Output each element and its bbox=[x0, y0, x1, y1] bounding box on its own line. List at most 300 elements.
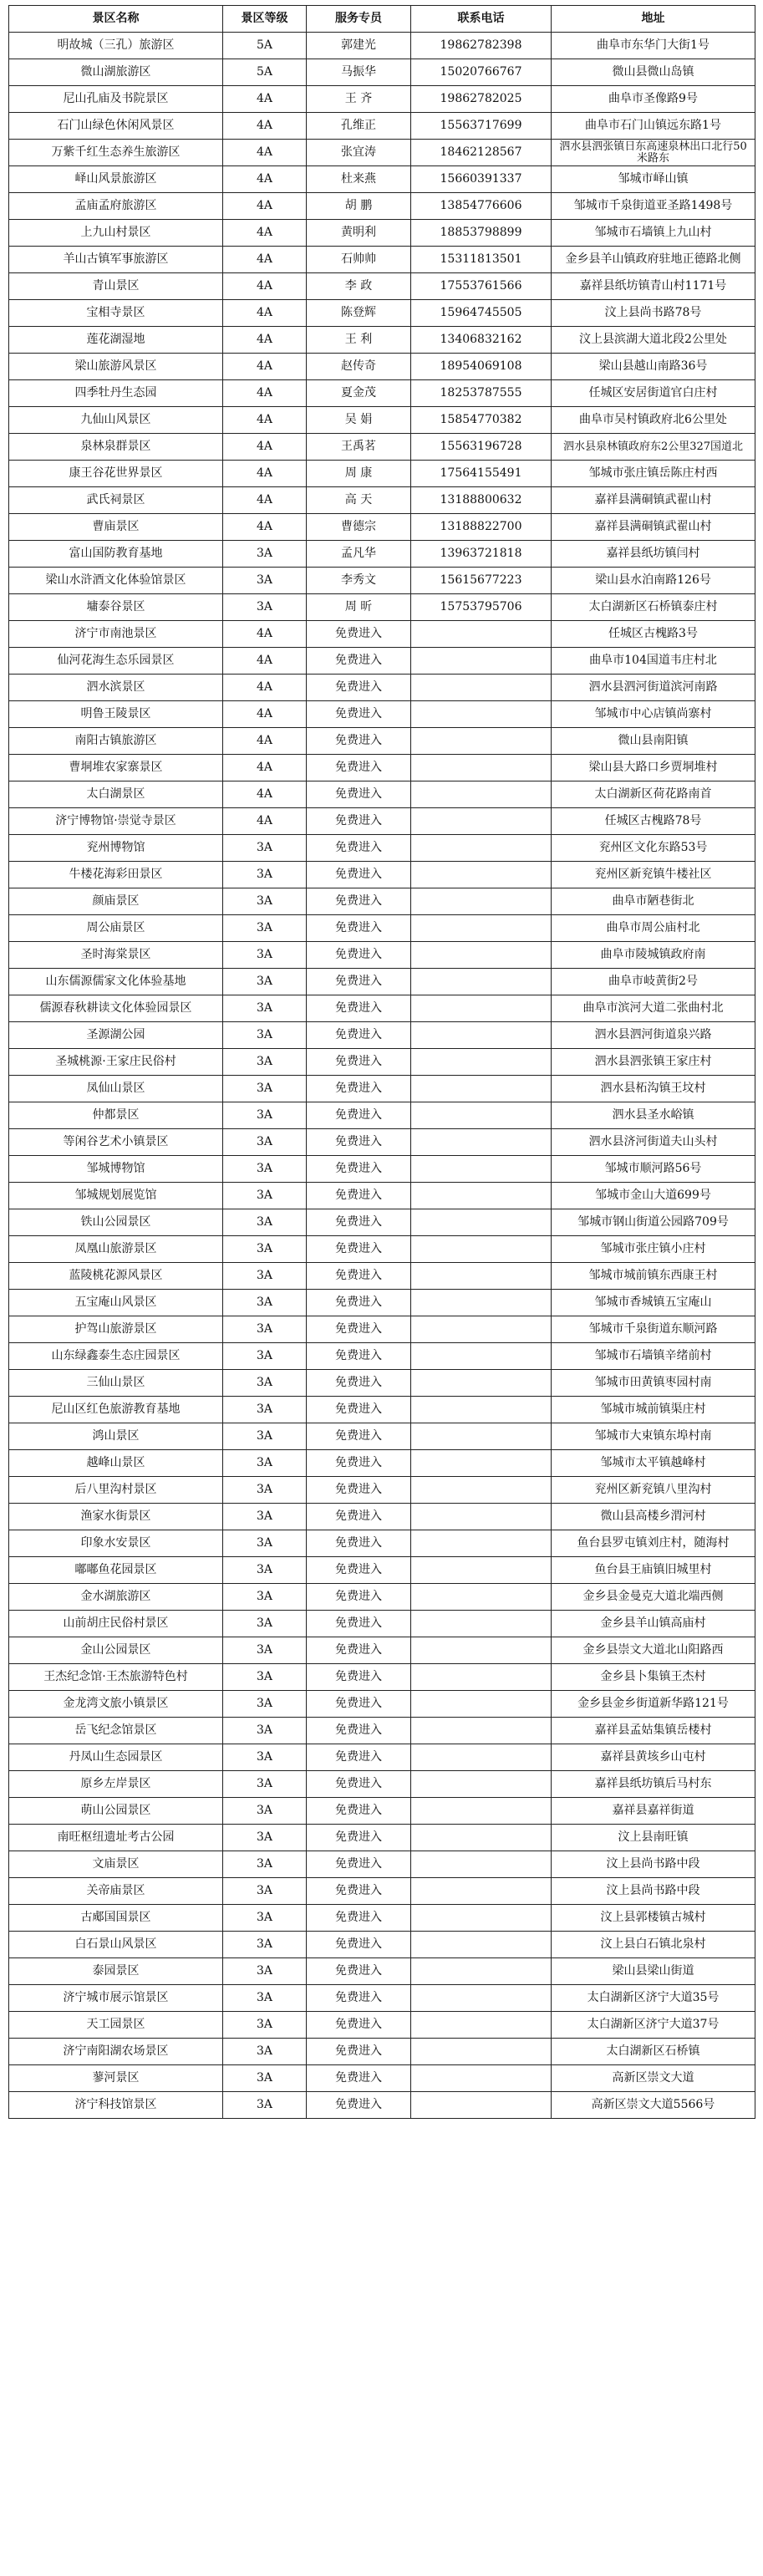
cell-name: 山东绿鑫泰生态庄园景区 bbox=[9, 1343, 223, 1370]
cell-phone bbox=[411, 1718, 552, 1744]
cell-address: 泗水县泗河街道泉兴路 bbox=[552, 1022, 755, 1049]
table-row bbox=[9, 1851, 755, 1878]
cell-address: 曲阜市周公庙村北 bbox=[552, 915, 755, 942]
cell-service-staff: 免费进入 bbox=[307, 1771, 411, 1798]
cell-name: 蓼河景区 bbox=[9, 2065, 223, 2092]
cell-level: 4A bbox=[223, 354, 307, 380]
cell-phone: 18954069108 bbox=[411, 354, 552, 380]
cell-service-staff: 免费进入 bbox=[307, 1263, 411, 1290]
table-row bbox=[9, 648, 755, 675]
cell-address: 汶上县白石镇北泉村 bbox=[552, 1932, 755, 1958]
table-row bbox=[9, 1771, 755, 1798]
cell-service-staff: 免费进入 bbox=[307, 1423, 411, 1450]
cell-level: 4A bbox=[223, 407, 307, 434]
cell-level: 3A bbox=[223, 1771, 307, 1798]
cell-service-staff: 免费进入 bbox=[307, 862, 411, 888]
cell-service-staff: 免费进入 bbox=[307, 1022, 411, 1049]
table-row bbox=[9, 862, 755, 888]
cell-service-staff: 马振华 bbox=[307, 59, 411, 86]
cell-phone: 18853798899 bbox=[411, 220, 552, 247]
cell-level: 4A bbox=[223, 621, 307, 648]
table-row bbox=[9, 888, 755, 915]
cell-address: 泗水县泉林镇政府东2公里327国道北 bbox=[552, 434, 755, 461]
cell-name: 九仙山风景区 bbox=[9, 407, 223, 434]
cell-name: 颜庙景区 bbox=[9, 888, 223, 915]
cell-name: 天工园景区 bbox=[9, 2012, 223, 2039]
cell-level: 3A bbox=[223, 1611, 307, 1637]
cell-service-staff: 曹德宗 bbox=[307, 514, 411, 541]
cell-service-staff: 免费进入 bbox=[307, 1557, 411, 1584]
cell-name: 文庙景区 bbox=[9, 1851, 223, 1878]
cell-level: 3A bbox=[223, 1718, 307, 1744]
cell-address: 邹城市顺河路56号 bbox=[552, 1156, 755, 1183]
cell-name: 四季牡丹生态园 bbox=[9, 380, 223, 407]
cell-service-staff: 免费进入 bbox=[307, 1584, 411, 1611]
cell-address: 邹城市张庄镇小庄村 bbox=[552, 1236, 755, 1263]
cell-address: 太白湖新区济宁大道37号 bbox=[552, 2012, 755, 2039]
cell-name: 羊山古镇军事旅游区 bbox=[9, 247, 223, 273]
cell-name: 济宁博物馆·崇觉寺景区 bbox=[9, 808, 223, 835]
table-row bbox=[9, 1664, 755, 1691]
table-row bbox=[9, 1958, 755, 1985]
table-row bbox=[9, 1129, 755, 1156]
cell-service-staff: 免费进入 bbox=[307, 1156, 411, 1183]
table-row bbox=[9, 33, 755, 59]
cell-name: 孟庙孟府旅游区 bbox=[9, 193, 223, 220]
cell-level: 3A bbox=[223, 1423, 307, 1450]
cell-address: 嘉祥县纸坊镇闫村 bbox=[552, 541, 755, 568]
cell-phone bbox=[411, 701, 552, 728]
cell-address: 泗水县泗河街道滨河南路 bbox=[552, 675, 755, 701]
table-row bbox=[9, 2092, 755, 2119]
cell-level: 3A bbox=[223, 1691, 307, 1718]
cell-name: 蓝陵桃花源风景区 bbox=[9, 1263, 223, 1290]
cell-level: 3A bbox=[223, 969, 307, 995]
table-row bbox=[9, 969, 755, 995]
cell-name: 五宝庵山风景区 bbox=[9, 1290, 223, 1316]
table-row bbox=[9, 1905, 755, 1932]
cell-service-staff: 石帅帅 bbox=[307, 247, 411, 273]
cell-address: 泗水县泗张镇日东高速泉林出口北行50米路东 bbox=[552, 140, 755, 166]
cell-level: 3A bbox=[223, 2065, 307, 2092]
cell-phone bbox=[411, 675, 552, 701]
table-row bbox=[9, 1076, 755, 1102]
cell-level: 3A bbox=[223, 1049, 307, 1076]
cell-level: 3A bbox=[223, 1825, 307, 1851]
cell-level: 3A bbox=[223, 1958, 307, 1985]
table-row bbox=[9, 1504, 755, 1530]
table-row bbox=[9, 594, 755, 621]
cell-phone bbox=[411, 1771, 552, 1798]
table-row bbox=[9, 1878, 755, 1905]
cell-address: 任城区古槐路78号 bbox=[552, 808, 755, 835]
cell-service-staff: 免费进入 bbox=[307, 2092, 411, 2119]
cell-phone: 13963721818 bbox=[411, 541, 552, 568]
table-row bbox=[9, 1316, 755, 1343]
table-row bbox=[9, 166, 755, 193]
cell-level: 3A bbox=[223, 1397, 307, 1423]
cell-name: 武氏祠景区 bbox=[9, 487, 223, 514]
cell-service-staff: 免费进入 bbox=[307, 2039, 411, 2065]
cell-service-staff: 周 康 bbox=[307, 461, 411, 487]
table-row bbox=[9, 1102, 755, 1129]
cell-level: 4A bbox=[223, 808, 307, 835]
cell-service-staff: 李秀文 bbox=[307, 568, 411, 594]
cell-service-staff: 免费进入 bbox=[307, 888, 411, 915]
cell-address: 任城区安居街道官白庄村 bbox=[552, 380, 755, 407]
cell-address: 金乡县羊山镇政府驻地正德路北侧 bbox=[552, 247, 755, 273]
cell-address: 邹城市田黄镇枣园村南 bbox=[552, 1370, 755, 1397]
cell-service-staff: 免费进入 bbox=[307, 1985, 411, 2012]
cell-address: 嘉祥县纸坊镇青山村1171号 bbox=[552, 273, 755, 300]
cell-service-staff: 郭建光 bbox=[307, 33, 411, 59]
cell-phone bbox=[411, 1664, 552, 1691]
cell-address: 高新区崇文大道 bbox=[552, 2065, 755, 2092]
cell-phone bbox=[411, 1450, 552, 1477]
table-row bbox=[9, 354, 755, 380]
cell-phone: 15964745505 bbox=[411, 300, 552, 327]
cell-name: 康王谷花世界景区 bbox=[9, 461, 223, 487]
cell-service-staff: 赵传奇 bbox=[307, 354, 411, 380]
cell-phone: 19862782398 bbox=[411, 33, 552, 59]
cell-address: 邹城市城前镇渠庄村 bbox=[552, 1397, 755, 1423]
cell-name: 萌山公园景区 bbox=[9, 1798, 223, 1825]
table-row bbox=[9, 1744, 755, 1771]
cell-name: 鸿山景区 bbox=[9, 1423, 223, 1450]
cell-name: 微山湖旅游区 bbox=[9, 59, 223, 86]
table-row bbox=[9, 1584, 755, 1611]
cell-phone: 18253787555 bbox=[411, 380, 552, 407]
cell-name: 岳飞纪念馆景区 bbox=[9, 1718, 223, 1744]
cell-service-staff: 免费进入 bbox=[307, 1905, 411, 1932]
cell-address: 梁山县大路口乡贾垌堆村 bbox=[552, 755, 755, 781]
cell-address: 邹城市峄山镇 bbox=[552, 166, 755, 193]
table-row bbox=[9, 915, 755, 942]
cell-level: 5A bbox=[223, 59, 307, 86]
cell-name: 金水湖旅游区 bbox=[9, 1584, 223, 1611]
cell-address: 微山县高楼乡渭河村 bbox=[552, 1504, 755, 1530]
cell-address: 梁山县水泊南路126号 bbox=[552, 568, 755, 594]
cell-name: 印象水安景区 bbox=[9, 1530, 223, 1557]
cell-service-staff: 免费进入 bbox=[307, 621, 411, 648]
cell-address: 嘉祥县黄垓乡山屯村 bbox=[552, 1744, 755, 1771]
table-row bbox=[9, 568, 755, 594]
cell-name: 圣时海棠景区 bbox=[9, 942, 223, 969]
cell-service-staff: 免费进入 bbox=[307, 1637, 411, 1664]
cell-level: 4A bbox=[223, 701, 307, 728]
cell-name: 尼山孔庙及书院景区 bbox=[9, 86, 223, 113]
cell-level: 3A bbox=[223, 2012, 307, 2039]
cell-address: 邹城市千泉街道亚圣路1498号 bbox=[552, 193, 755, 220]
table-row bbox=[9, 1022, 755, 1049]
cell-address: 金乡县羊山镇高庙村 bbox=[552, 1611, 755, 1637]
table-row bbox=[9, 701, 755, 728]
cell-phone: 17564155491 bbox=[411, 461, 552, 487]
cell-service-staff: 免费进入 bbox=[307, 2065, 411, 2092]
cell-name: 济宁市南池景区 bbox=[9, 621, 223, 648]
cell-level: 4A bbox=[223, 461, 307, 487]
table-row bbox=[9, 1825, 755, 1851]
table-row bbox=[9, 1343, 755, 1370]
cell-service-staff: 免费进入 bbox=[307, 781, 411, 808]
cell-phone bbox=[411, 808, 552, 835]
cell-phone bbox=[411, 1316, 552, 1343]
cell-level: 3A bbox=[223, 1129, 307, 1156]
cell-phone bbox=[411, 1397, 552, 1423]
cell-name: 越峰山景区 bbox=[9, 1450, 223, 1477]
cell-service-staff: 免费进入 bbox=[307, 1878, 411, 1905]
cell-phone bbox=[411, 1263, 552, 1290]
table-row bbox=[9, 461, 755, 487]
cell-service-staff: 免费进入 bbox=[307, 728, 411, 755]
cell-phone bbox=[411, 1985, 552, 2012]
cell-level: 4A bbox=[223, 113, 307, 140]
cell-service-staff: 免费进入 bbox=[307, 808, 411, 835]
table-row bbox=[9, 541, 755, 568]
cell-address: 嘉祥县嘉祥街道 bbox=[552, 1798, 755, 1825]
cell-level: 4A bbox=[223, 166, 307, 193]
cell-address: 太白湖新区石桥镇泰庄村 bbox=[552, 594, 755, 621]
table-row bbox=[9, 59, 755, 86]
cell-name: 峄山风景旅游区 bbox=[9, 166, 223, 193]
cell-address: 邹城市石墙镇辛绪前村 bbox=[552, 1343, 755, 1370]
cell-phone bbox=[411, 915, 552, 942]
cell-address: 汶上县尚书路78号 bbox=[552, 300, 755, 327]
cell-address: 邹城市中心店镇尚寨村 bbox=[552, 701, 755, 728]
cell-address: 太白湖新区荷花路南首 bbox=[552, 781, 755, 808]
cell-phone bbox=[411, 1932, 552, 1958]
cell-phone bbox=[411, 621, 552, 648]
cell-address: 微山县南阳镇 bbox=[552, 728, 755, 755]
cell-phone bbox=[411, 1423, 552, 1450]
cell-address: 金乡县崇文大道北山阳路西 bbox=[552, 1637, 755, 1664]
cell-level: 3A bbox=[223, 1209, 307, 1236]
cell-phone: 13854776606 bbox=[411, 193, 552, 220]
cell-phone bbox=[411, 1878, 552, 1905]
table-row bbox=[9, 1611, 755, 1637]
cell-name: 仲都景区 bbox=[9, 1102, 223, 1129]
table-row bbox=[9, 1477, 755, 1504]
header-level: 景区等级 bbox=[223, 6, 307, 33]
cell-address: 邹城市千泉街道东顺河路 bbox=[552, 1316, 755, 1343]
cell-level: 3A bbox=[223, 915, 307, 942]
cell-level: 4A bbox=[223, 220, 307, 247]
cell-name: 济宁科技馆景区 bbox=[9, 2092, 223, 2119]
cell-level: 3A bbox=[223, 1156, 307, 1183]
table-row bbox=[9, 86, 755, 113]
cell-service-staff: 免费进入 bbox=[307, 942, 411, 969]
cell-level: 3A bbox=[223, 1316, 307, 1343]
cell-phone: 19862782025 bbox=[411, 86, 552, 113]
cell-level: 3A bbox=[223, 1932, 307, 1958]
cell-service-staff: 免费进入 bbox=[307, 1397, 411, 1423]
cell-name: 嘟嘟鱼花园景区 bbox=[9, 1557, 223, 1584]
cell-phone bbox=[411, 2039, 552, 2065]
cell-level: 3A bbox=[223, 1985, 307, 2012]
cell-level: 4A bbox=[223, 300, 307, 327]
cell-phone bbox=[411, 1370, 552, 1397]
cell-address: 曲阜市滨河大道二张曲村北 bbox=[552, 995, 755, 1022]
cell-phone bbox=[411, 1076, 552, 1102]
cell-name: 石门山绿色休闲风景区 bbox=[9, 113, 223, 140]
cell-phone bbox=[411, 2092, 552, 2119]
cell-service-staff: 张宜涛 bbox=[307, 140, 411, 166]
table-row bbox=[9, 487, 755, 514]
cell-level: 4A bbox=[223, 380, 307, 407]
cell-level: 3A bbox=[223, 1504, 307, 1530]
cell-service-staff: 高 天 bbox=[307, 487, 411, 514]
cell-name: 上九山村景区 bbox=[9, 220, 223, 247]
cell-phone bbox=[411, 1477, 552, 1504]
table-row bbox=[9, 1798, 755, 1825]
cell-level: 4A bbox=[223, 514, 307, 541]
cell-level: 3A bbox=[223, 1076, 307, 1102]
cell-address: 梁山县梁山街道 bbox=[552, 1958, 755, 1985]
cell-phone: 15615677223 bbox=[411, 568, 552, 594]
cell-name: 万紫千红生态养生旅游区 bbox=[9, 140, 223, 166]
table-row bbox=[9, 113, 755, 140]
cell-service-staff: 免费进入 bbox=[307, 1129, 411, 1156]
cell-phone bbox=[411, 942, 552, 969]
cell-address: 太白湖新区石桥镇 bbox=[552, 2039, 755, 2065]
cell-address: 曲阜市104国道韦庄村北 bbox=[552, 648, 755, 675]
cell-phone bbox=[411, 1691, 552, 1718]
table-row bbox=[9, 2039, 755, 2065]
cell-service-staff: 免费进入 bbox=[307, 1851, 411, 1878]
cell-name: 济宁南阳湖农场景区 bbox=[9, 2039, 223, 2065]
cell-address: 汶上县郭楼镇古城村 bbox=[552, 1905, 755, 1932]
cell-service-staff: 免费进入 bbox=[307, 1076, 411, 1102]
table-row bbox=[9, 835, 755, 862]
table-row bbox=[9, 327, 755, 354]
cell-name: 古郕国国景区 bbox=[9, 1905, 223, 1932]
cell-address: 曲阜市东华门大街1号 bbox=[552, 33, 755, 59]
cell-service-staff: 免费进入 bbox=[307, 1611, 411, 1637]
cell-phone bbox=[411, 1209, 552, 1236]
cell-address: 高新区崇文大道5566号 bbox=[552, 2092, 755, 2119]
header-service-staff: 服务专员 bbox=[307, 6, 411, 33]
cell-name: 牛楼花海彩田景区 bbox=[9, 862, 223, 888]
cell-name: 铁山公园景区 bbox=[9, 1209, 223, 1236]
cell-service-staff: 免费进入 bbox=[307, 1530, 411, 1557]
cell-name: 宝相寺景区 bbox=[9, 300, 223, 327]
table-row bbox=[9, 273, 755, 300]
table-row bbox=[9, 193, 755, 220]
cell-address: 嘉祥县纸坊镇后马村东 bbox=[552, 1771, 755, 1798]
cell-level: 5A bbox=[223, 33, 307, 59]
cell-phone bbox=[411, 1290, 552, 1316]
table-row bbox=[9, 220, 755, 247]
cell-address: 汶上县南旺镇 bbox=[552, 1825, 755, 1851]
cell-name: 南阳古镇旅游区 bbox=[9, 728, 223, 755]
cell-name: 邹城规划展览馆 bbox=[9, 1183, 223, 1209]
cell-level: 4A bbox=[223, 140, 307, 166]
table-row bbox=[9, 140, 755, 166]
cell-service-staff: 免费进入 bbox=[307, 1958, 411, 1985]
cell-name: 儒源春秋耕读文化体验园景区 bbox=[9, 995, 223, 1022]
cell-address: 兖州区新兖镇八里沟村 bbox=[552, 1477, 755, 1504]
cell-service-staff: 杜来燕 bbox=[307, 166, 411, 193]
cell-service-staff: 免费进入 bbox=[307, 1049, 411, 1076]
cell-service-staff: 免费进入 bbox=[307, 1825, 411, 1851]
cell-phone: 15563196728 bbox=[411, 434, 552, 461]
cell-phone bbox=[411, 1825, 552, 1851]
cell-phone bbox=[411, 1958, 552, 1985]
cell-address: 曲阜市岐黄街2号 bbox=[552, 969, 755, 995]
cell-level: 3A bbox=[223, 594, 307, 621]
cell-name: 金山公园景区 bbox=[9, 1637, 223, 1664]
cell-address: 嘉祥县满硐镇武翟山村 bbox=[552, 487, 755, 514]
cell-address: 微山县微山岛镇 bbox=[552, 59, 755, 86]
cell-phone bbox=[411, 1049, 552, 1076]
cell-address: 曲阜市陵城镇政府南 bbox=[552, 942, 755, 969]
cell-level: 4A bbox=[223, 86, 307, 113]
cell-service-staff: 免费进入 bbox=[307, 1343, 411, 1370]
cell-phone bbox=[411, 1905, 552, 1932]
cell-name: 梁山旅游风景区 bbox=[9, 354, 223, 380]
cell-name: 山前胡庄民俗村景区 bbox=[9, 1611, 223, 1637]
cell-service-staff: 黄明利 bbox=[307, 220, 411, 247]
cell-service-staff: 免费进入 bbox=[307, 675, 411, 701]
cell-level: 4A bbox=[223, 728, 307, 755]
cell-service-staff: 免费进入 bbox=[307, 755, 411, 781]
cell-address: 邹城市石墙镇上九山村 bbox=[552, 220, 755, 247]
cell-phone bbox=[411, 1102, 552, 1129]
cell-name: 山东儒源儒家文化体验基地 bbox=[9, 969, 223, 995]
cell-level: 4A bbox=[223, 434, 307, 461]
cell-service-staff: 免费进入 bbox=[307, 1183, 411, 1209]
cell-name: 曹庙景区 bbox=[9, 514, 223, 541]
cell-level: 4A bbox=[223, 487, 307, 514]
cell-service-staff: 免费进入 bbox=[307, 648, 411, 675]
cell-service-staff: 免费进入 bbox=[307, 1290, 411, 1316]
cell-address: 曲阜市陋巷街北 bbox=[552, 888, 755, 915]
cell-phone: 13188822700 bbox=[411, 514, 552, 541]
cell-name: 凤仙山景区 bbox=[9, 1076, 223, 1102]
cell-phone bbox=[411, 728, 552, 755]
cell-level: 3A bbox=[223, 1851, 307, 1878]
cell-service-staff: 免费进入 bbox=[307, 915, 411, 942]
cell-address: 任城区古槐路3号 bbox=[552, 621, 755, 648]
cell-level: 3A bbox=[223, 835, 307, 862]
cell-service-staff: 免费进入 bbox=[307, 1664, 411, 1691]
table-row bbox=[9, 1637, 755, 1664]
cell-phone: 15660391337 bbox=[411, 166, 552, 193]
cell-name: 泉林泉群景区 bbox=[9, 434, 223, 461]
cell-level: 3A bbox=[223, 1343, 307, 1370]
table-row bbox=[9, 942, 755, 969]
cell-address: 嘉祥县孟姑集镇岳楼村 bbox=[552, 1718, 755, 1744]
cell-name: 渔家水街景区 bbox=[9, 1504, 223, 1530]
cell-service-staff: 免费进入 bbox=[307, 1477, 411, 1504]
cell-name: 白石景山风景区 bbox=[9, 1932, 223, 1958]
cell-level: 3A bbox=[223, 1477, 307, 1504]
cell-service-staff: 李 政 bbox=[307, 273, 411, 300]
cell-level: 4A bbox=[223, 273, 307, 300]
cell-level: 3A bbox=[223, 942, 307, 969]
cell-level: 3A bbox=[223, 2039, 307, 2065]
cell-level: 3A bbox=[223, 1905, 307, 1932]
cell-service-staff: 免费进入 bbox=[307, 701, 411, 728]
cell-address: 邹城市金山大道699号 bbox=[552, 1183, 755, 1209]
table-row bbox=[9, 247, 755, 273]
cell-address: 泗水县圣水峪镇 bbox=[552, 1102, 755, 1129]
cell-phone: 18462128567 bbox=[411, 140, 552, 166]
cell-phone bbox=[411, 1343, 552, 1370]
cell-phone bbox=[411, 1504, 552, 1530]
cell-phone bbox=[411, 2065, 552, 2092]
cell-phone bbox=[411, 888, 552, 915]
